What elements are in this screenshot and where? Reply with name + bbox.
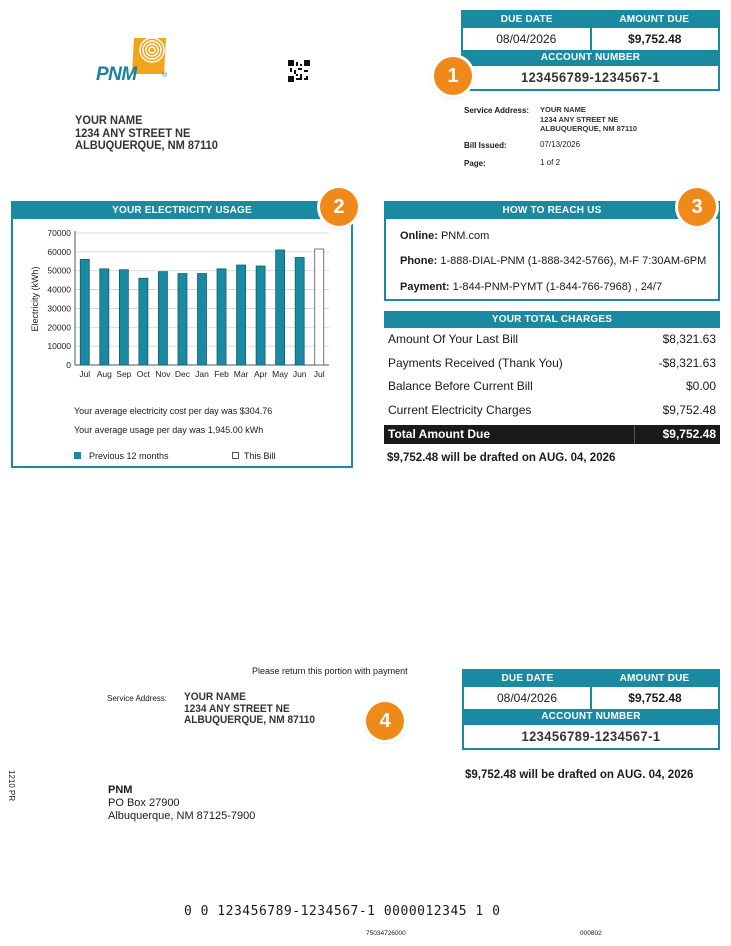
legend-this-label: This Bill bbox=[244, 451, 276, 461]
customer-address bbox=[75, 114, 218, 152]
x-tick-label: Sep bbox=[116, 369, 132, 379]
y-tick-label: 10000 bbox=[47, 341, 71, 352]
remit-line: PO Box 27900 bbox=[108, 797, 180, 809]
payment-label: Payment: bbox=[400, 281, 450, 293]
x-tick-label: Aug bbox=[96, 369, 112, 379]
reach-online bbox=[400, 230, 489, 242]
reach-payment bbox=[400, 281, 662, 293]
phone-value: 1-888-DIAL-PNM (1-888-342-5766), M-F 7:30AM-6PM bbox=[440, 255, 707, 267]
y-tick-label: 70000 bbox=[47, 228, 71, 238]
x-tick-label: Jul bbox=[79, 369, 91, 379]
side-code: 1210 PR bbox=[7, 770, 16, 802]
stub-account-number-value: 123456789-1234567-1 bbox=[521, 728, 661, 744]
bar-previous bbox=[217, 269, 226, 365]
charge-row bbox=[384, 328, 720, 352]
total-due-value: $9,752.48 bbox=[634, 425, 720, 444]
bar-previous bbox=[80, 259, 89, 365]
stub-amount-due-value: $9,752.48 bbox=[590, 687, 718, 709]
bar-previous bbox=[256, 266, 265, 365]
avg-usage-text: Your average usage per day was 1,945.00 kWh bbox=[74, 425, 264, 435]
charge-row bbox=[384, 352, 720, 376]
x-tick-label: Feb bbox=[214, 369, 229, 379]
stub-due-date-label: DUE DATE bbox=[501, 673, 554, 684]
scanline: 0 0 123456789-1234567-1 0000012345 1 0 bbox=[184, 904, 501, 919]
bar-previous bbox=[237, 265, 246, 365]
logo-text: PNM bbox=[96, 64, 137, 85]
reach-title: HOW TO REACH US bbox=[386, 203, 718, 219]
x-tick-label: Nov bbox=[155, 369, 171, 379]
page-value: 1 of 2 bbox=[540, 158, 561, 167]
online-link[interactable]: PNM.com bbox=[440, 230, 490, 242]
usage-panel bbox=[11, 201, 353, 468]
stub-amount-due-label: AMOUNT DUE bbox=[619, 673, 690, 684]
bar-previous bbox=[158, 272, 167, 365]
page-label: Page: bbox=[464, 159, 486, 168]
remit-line: Albuquerque, NM 87125-7900 bbox=[108, 810, 256, 822]
payment-value: 1-844-PNM-PYMT (1-844-766-7968) , 24/7 bbox=[452, 281, 663, 293]
customer-name: YOUR NAME bbox=[75, 113, 143, 127]
return-note: Please return this portion with payment bbox=[252, 666, 408, 676]
reach-phone bbox=[400, 255, 706, 267]
account-number-label: ACCOUNT NUMBER bbox=[463, 50, 718, 66]
customer-street: 1234 ANY STREET NE bbox=[75, 125, 191, 140]
charge-value: $8,321.63 bbox=[662, 332, 716, 346]
stub-address bbox=[184, 692, 315, 727]
service-address-line: 1234 ANY STREET NE bbox=[540, 114, 619, 124]
legend-previous-label: Previous 12 months bbox=[89, 451, 169, 461]
customer-city: ALBUQUERQUE, NM 87110 bbox=[75, 138, 218, 152]
y-tick-label: 30000 bbox=[47, 303, 71, 314]
due-date-label: DUE DATE bbox=[500, 14, 553, 25]
charge-value: $0.00 bbox=[685, 379, 716, 393]
due-box bbox=[461, 10, 720, 91]
charges-panel bbox=[384, 311, 720, 464]
charge-value: $9,752.48 bbox=[662, 402, 716, 417]
usage-chart bbox=[13, 221, 351, 401]
bar-previous bbox=[100, 269, 109, 365]
qr-code bbox=[288, 60, 310, 82]
charge-row bbox=[384, 399, 720, 423]
bill-info bbox=[464, 105, 714, 170]
charge-label: Balance Before Current Bill bbox=[388, 379, 533, 393]
bar-current bbox=[315, 249, 324, 365]
y-tick-label: 60000 bbox=[47, 246, 71, 257]
service-address-line: ALBUQUERQUE, NM 87110 bbox=[540, 124, 638, 133]
legend-previous-swatch bbox=[74, 452, 81, 459]
x-tick-label: Jun bbox=[292, 369, 307, 379]
x-tick-label: Oct bbox=[136, 369, 151, 379]
stub-address-line: YOUR NAME bbox=[184, 691, 246, 703]
registered-mark: ® bbox=[162, 72, 168, 79]
callout-badge-2: 2 bbox=[320, 188, 358, 226]
callout-badge-4: 4 bbox=[366, 702, 404, 740]
bar-previous bbox=[178, 274, 187, 365]
y-tick-label: 0 bbox=[66, 360, 71, 370]
total-due-label: Total Amount Due bbox=[388, 427, 490, 441]
stub-address-line: 1234 ANY STREET NE bbox=[184, 702, 290, 715]
total-due-row bbox=[384, 425, 720, 444]
callout-badge-3: 3 bbox=[678, 188, 716, 226]
bar-previous bbox=[276, 250, 285, 365]
x-tick-label: Jul bbox=[313, 369, 325, 379]
code-right: 000802 bbox=[580, 930, 602, 937]
charge-label: Amount Of Your Last Bill bbox=[388, 332, 519, 346]
service-address-label: Service Address: bbox=[464, 106, 530, 115]
stub-due-box bbox=[462, 669, 720, 750]
y-tick-label: 50000 bbox=[47, 265, 71, 276]
stub-draft-note: $9,752.48 will be drafted on AUG. 04, 2026 bbox=[465, 769, 694, 781]
y-axis-label: Electricity (kWh) bbox=[30, 266, 40, 332]
stub-service-address-label: Service Address: bbox=[107, 694, 168, 703]
pnm-logo bbox=[96, 36, 170, 86]
legend-this-swatch bbox=[232, 452, 239, 459]
due-date-value: 08/04/2026 bbox=[496, 32, 557, 46]
y-tick-label: 20000 bbox=[47, 322, 71, 333]
service-address bbox=[540, 105, 637, 134]
stub-due-date-value: 08/04/2026 bbox=[496, 691, 558, 705]
draft-note: $9,752.48 will be drafted on AUG. 04, 2026 bbox=[387, 452, 616, 464]
x-tick-label: Dec bbox=[174, 369, 191, 379]
charge-value: -$8,321.63 bbox=[658, 355, 716, 370]
bar-previous bbox=[295, 258, 304, 365]
reach-panel bbox=[384, 201, 720, 301]
x-tick-label: Jan bbox=[195, 369, 209, 379]
remit-name: PNM bbox=[108, 784, 133, 796]
code-left: 75034726000 bbox=[366, 930, 406, 937]
online-label: Online: bbox=[400, 230, 438, 242]
bar-previous bbox=[198, 274, 207, 365]
bill-issued-label: Bill Issued: bbox=[464, 141, 507, 150]
remit-address bbox=[108, 784, 255, 823]
amount-due-value: $9,752.48 bbox=[590, 28, 719, 50]
phone-label: Phone: bbox=[400, 255, 438, 267]
y-tick-label: 40000 bbox=[47, 284, 71, 295]
charges-title: YOUR TOTAL CHARGES bbox=[384, 311, 720, 328]
stub-address-line: ALBUQUERQUE, NM 87110 bbox=[184, 714, 316, 726]
stub-account-number-label: ACCOUNT NUMBER bbox=[464, 709, 718, 725]
x-tick-label: Mar bbox=[233, 369, 249, 379]
charge-label: Current Electricity Charges bbox=[388, 402, 532, 417]
x-tick-label: Apr bbox=[253, 369, 268, 379]
x-tick-label: May bbox=[272, 369, 289, 379]
bar-previous bbox=[139, 278, 148, 365]
callout-badge-1: 1 bbox=[434, 57, 472, 95]
bar-previous bbox=[119, 270, 128, 365]
avg-cost-text: Your average electricity cost per day was $304.76 bbox=[74, 406, 273, 416]
usage-title: YOUR ELECTRICITY USAGE bbox=[13, 203, 351, 219]
bill-issued-value: 07/13/2026 bbox=[540, 140, 581, 149]
service-address-line: YOUR NAME bbox=[540, 105, 586, 114]
charge-row bbox=[384, 375, 720, 399]
account-number-value: 123456789-1234567-1 bbox=[520, 69, 661, 85]
charge-label: Payments Received (Thank You) bbox=[388, 355, 563, 370]
amount-due-label: AMOUNT DUE bbox=[619, 14, 690, 25]
